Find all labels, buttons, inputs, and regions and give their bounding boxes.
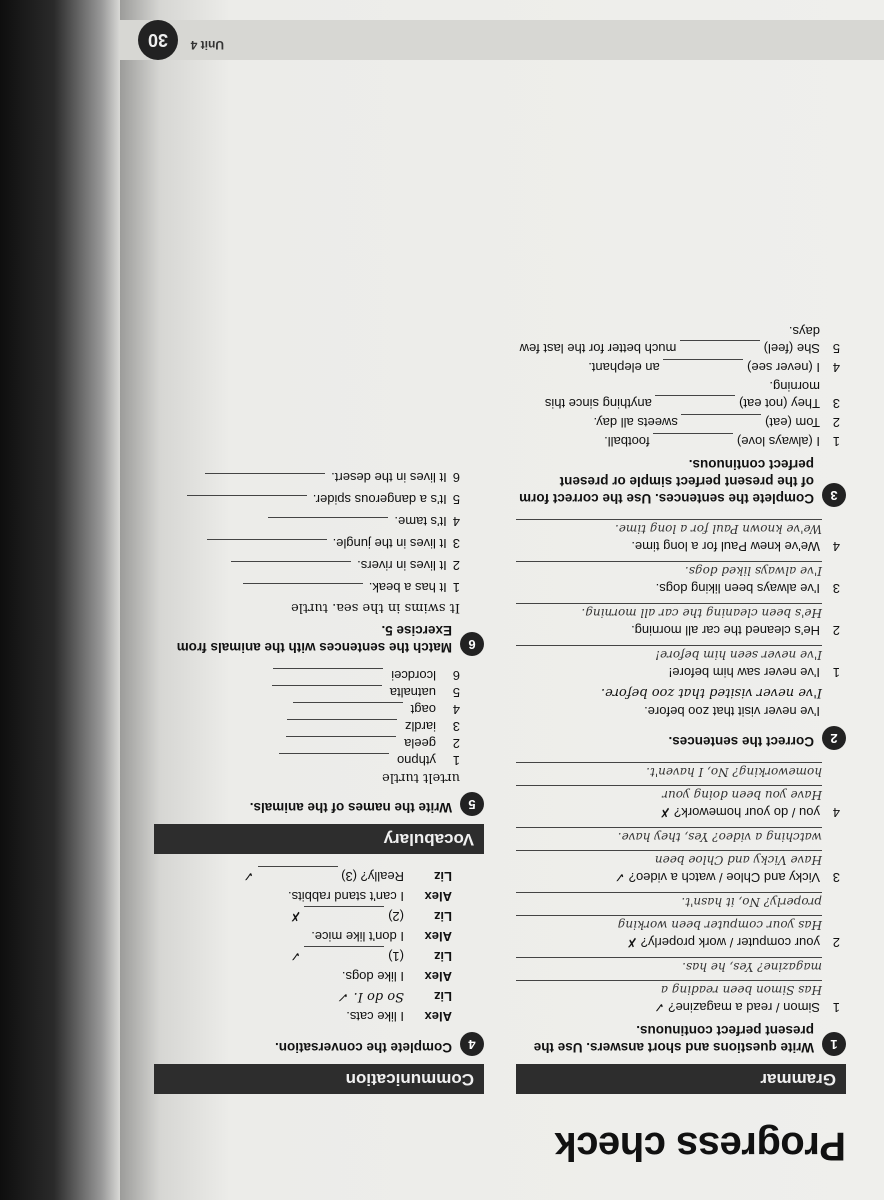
exercise-6 — [154, 466, 484, 656]
communication-vocabulary-column — [154, 454, 484, 1094]
answer-line: I've never seen him before! — [516, 645, 822, 662]
dialog-line: Liz Really? (3) ✓ — [154, 866, 452, 886]
dialog-line: Liz So do I. ✓ — [338, 989, 452, 1004]
answer-line: He's been cleaning the car all morning. — [516, 603, 822, 620]
dialog-line: Alex I don't like mice. — [311, 929, 452, 944]
grammar-column — [516, 311, 846, 1094]
exercise-number: 1 — [822, 1032, 846, 1056]
list-item: 6 It lives in the desert. — [154, 466, 460, 488]
answer-line: Have Vicky and Chloe been — [516, 850, 822, 867]
unit-label: Unit 4 — [190, 38, 224, 52]
exercise-number: 4 — [460, 1032, 484, 1056]
exercise-instructions: Write questions and short answers. Use the present perfect continuous. — [533, 1023, 814, 1055]
list-item: 4 you / do your homework? ✗ — [659, 805, 840, 820]
answer-line: Has your computer been working — [516, 915, 822, 932]
dialog-line: Liz (2) ✗ — [154, 906, 452, 926]
list-item: 3 It lives in the jungle. — [154, 532, 460, 554]
dialog-line: Alex I can't stand rabbits. — [288, 889, 452, 904]
exercise-3 — [516, 323, 846, 507]
exercise-5 — [154, 668, 484, 816]
list-item: 2 It lives in rivers. — [154, 554, 460, 576]
answer-line: magazine? Yes, he has. — [516, 957, 822, 974]
answer-line: We've known Paul for a long time. — [516, 519, 822, 536]
exercise-number: 6 — [460, 632, 484, 656]
answer-line: watching a video? Yes, they have. — [516, 827, 822, 844]
exercise-instructions: Write the names of the animals. — [249, 800, 452, 815]
word-list: 1 ythpno 2 geela 3 iardlz 4 oagt 5 uatnalta 6 lcordcei — [154, 668, 460, 768]
example-question: I've never visit that zoo before. — [644, 704, 820, 719]
paper — [120, 0, 884, 1200]
dialog-line: Liz (1) ✓ — [154, 946, 452, 966]
list-item: 1 I've never saw him before! — [668, 665, 840, 680]
exercise-instructions: Complete the conversation. — [274, 1040, 452, 1055]
list-item: 1 I (always love) football. — [604, 434, 840, 449]
exercise-1 — [516, 762, 846, 1056]
dialog-line: Alex I like cats. — [346, 1009, 452, 1024]
list-item: 3 I've always been liking dogs. — [655, 581, 840, 596]
vocabulary-heading: Vocabulary — [154, 824, 484, 854]
list-item: 5 It's a dangerous spider. — [154, 488, 460, 510]
list-item: 4 I (never see) an elephant. — [588, 360, 840, 375]
page-title: Progress check — [555, 1124, 846, 1168]
list-item: 1 It has a beak. — [154, 576, 460, 598]
example-word: urtelt turtle — [382, 770, 460, 785]
list-item: 2 your computer / work properly? ✗ — [626, 935, 840, 950]
exercise-number: 5 — [460, 792, 484, 816]
exercise-4 — [154, 866, 484, 1056]
answer-line: homeworking? No, I haven't. — [516, 762, 822, 779]
grammar-heading: Grammar — [516, 1064, 846, 1094]
example-sentence: It swims in the sea. turtle — [291, 600, 460, 615]
exercise-instructions: Complete the sentences. Use the correct form of the present perfect simple or present perfect continuous. — [519, 457, 814, 506]
list-item: 1 Simon / read a magazine? ✓ — [653, 1000, 840, 1015]
list-item: 2 Tom (eat) sweets all day. — [593, 415, 840, 430]
dialog-line: Alex I like dogs. — [341, 969, 452, 984]
exercise-instructions: Match the sentences with the animals from Exercise 5. — [176, 623, 452, 655]
answer-line: properly? No, it hasn't. — [516, 892, 822, 909]
answer-line: I've always liked dogs. — [516, 561, 822, 578]
list-item: 4 It's tame. — [154, 510, 460, 532]
answer-line: Have you been doing your — [516, 785, 822, 802]
list-item: 2 He's cleaned the car all morning. — [631, 623, 840, 638]
list-item: 3 Vicky and Chloe / watch a video? ✓ — [614, 870, 840, 885]
page-footer-bar — [120, 20, 884, 60]
answer-line: Has Simon been reading a — [516, 980, 822, 997]
example-answer: I've never visited that zoo before. — [600, 685, 822, 700]
exercise-number: 3 — [822, 483, 846, 507]
page-number: 30 — [138, 20, 178, 60]
list-item: 3 They (not eat) anything since this morning. — [544, 379, 840, 411]
exercise-number: 2 — [822, 726, 846, 750]
communication-heading: Communication — [154, 1064, 484, 1094]
list-item: 4 We've knew Paul for a long time. — [631, 539, 840, 554]
exercise-instructions: Correct the sentences. — [668, 734, 814, 749]
exercise-2 — [516, 519, 846, 750]
list-item: 5 She (feel) much better for the last few days. — [519, 324, 840, 356]
